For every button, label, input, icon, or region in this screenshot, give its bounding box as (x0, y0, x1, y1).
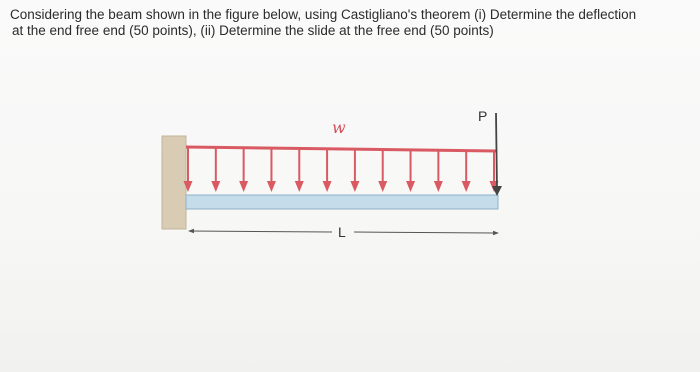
load-arrow-head (267, 181, 276, 192)
load-arrow-head (462, 181, 471, 192)
point-load-label-p: P (478, 108, 488, 124)
dimension-arrow-left (188, 229, 194, 233)
distributed-load-arrows (184, 147, 499, 192)
beam (186, 195, 498, 209)
load-arrow-head (323, 181, 332, 192)
load-arrow-head (295, 181, 304, 192)
load-arrow-head (434, 181, 443, 192)
load-label-w: w (332, 118, 346, 137)
fixed-wall-support (162, 136, 186, 229)
length-label-l: L (338, 224, 346, 240)
question-line-1: Considering the beam shown in the figure below, using Castigliano's theorem (i) Determine the deflection (10, 7, 637, 22)
load-arrow-head (406, 181, 415, 192)
dimension-arrow-right (493, 231, 499, 235)
point-load-line (496, 113, 497, 191)
load-arrow-head (378, 181, 387, 192)
dimension-line-left (189, 231, 332, 232)
dimension-line-right (354, 232, 494, 233)
load-arrow-head (350, 181, 359, 192)
question-line-2: at the end free end (50 points), (ii) Determine the slide at the free end (50 points) (12, 23, 494, 38)
load-arrow-head (211, 181, 220, 192)
distributed-load-line (186, 147, 496, 151)
load-arrow-head (239, 181, 248, 192)
